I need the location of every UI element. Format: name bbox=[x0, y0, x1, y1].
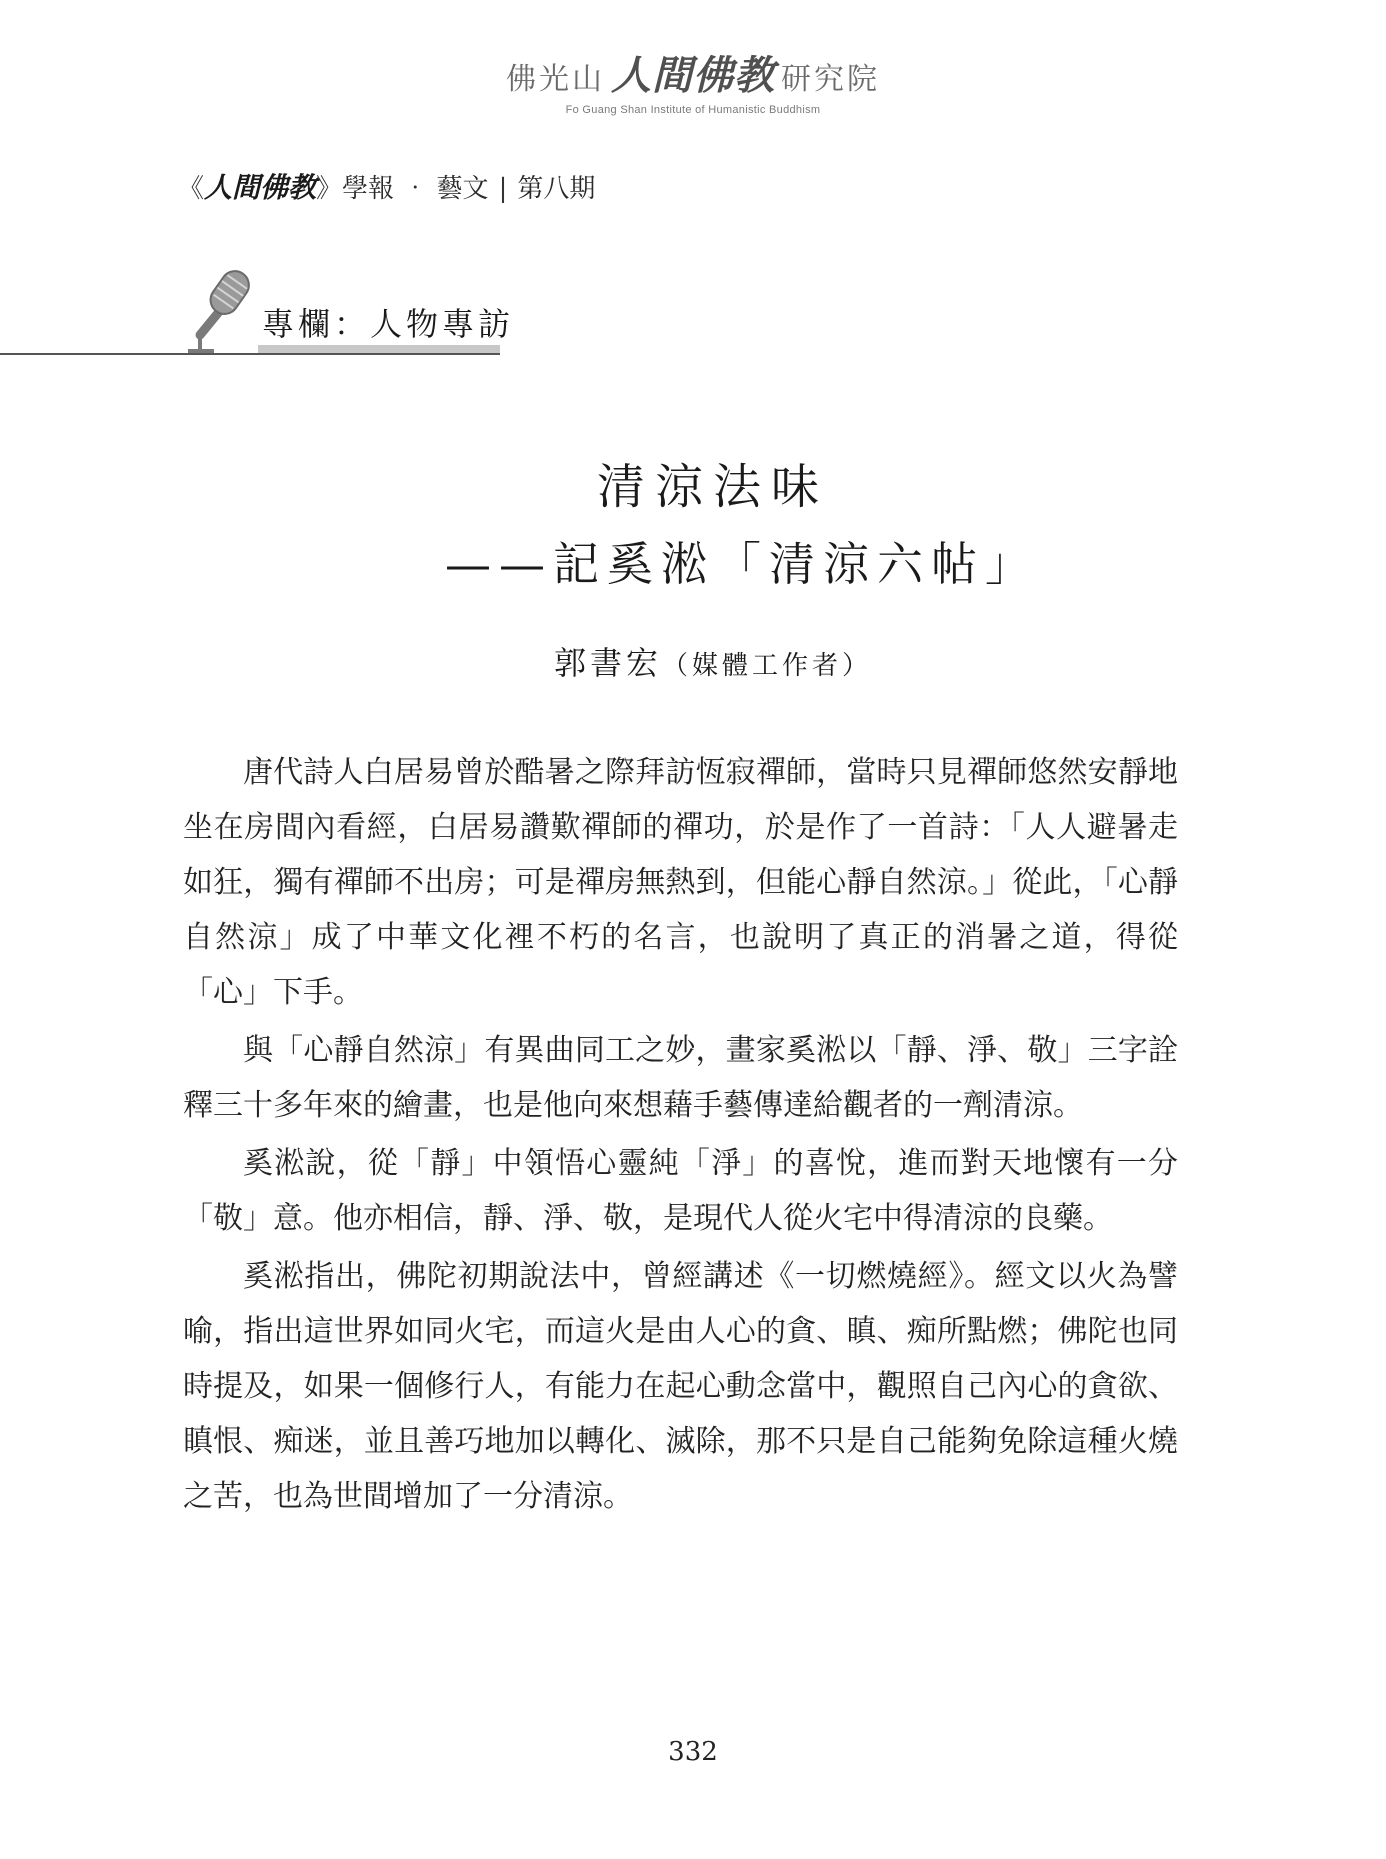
article-title: 清涼法味 bbox=[596, 459, 829, 515]
author-name: 郭書宏 bbox=[553, 644, 662, 682]
journal-open-bracket: 《 bbox=[178, 174, 205, 204]
journal-running-head bbox=[178, 166, 595, 206]
journal-issue: 第八期 bbox=[517, 174, 596, 204]
institute-header bbox=[0, 52, 1386, 116]
journal-section: 》學報 ‧ 藝文 bbox=[316, 174, 489, 204]
journal-separator: | bbox=[498, 174, 508, 204]
institute-logo: 人間佛教 bbox=[611, 52, 775, 99]
banner-shade bbox=[258, 345, 500, 353]
institute-name bbox=[0, 52, 1386, 99]
paragraph: 奚淞說，從「靜」中領悟心靈純「淨」的喜悅，進而對天地懷有一分「敬」意。他亦相信，靜、淨、敬，是現代人從火宅中得清涼的良藥。 bbox=[183, 1146, 1178, 1236]
article-author bbox=[0, 638, 1386, 684]
institute-prefix: 佛光山 bbox=[506, 62, 605, 97]
paragraph: 奚淞指出，佛陀初期說法中，曾經講述《一切燃燒經》。經文以火為譬喻，指出這世界如同火宅，而這火是由人心的貪、瞋、痴所點燃；佛陀也同時提及，如果一個修行人，有能力在起心動念當中，觀照自己內心的貪欲、瞋恨、痴迷，並且善巧地加以轉化、滅除，那不只是自己能夠免除這種火燒之苦，也為世間增加了一分清涼。 bbox=[183, 1259, 1178, 1514]
institute-english-name: Fo Guang Shan Institute of Humanistic Buddhism bbox=[565, 104, 821, 116]
article-body bbox=[183, 745, 1178, 1527]
column-banner bbox=[0, 265, 515, 357]
article-subtitle: ——記奚淞「清涼六帖」 bbox=[445, 537, 1039, 591]
page-number: 332 bbox=[668, 1737, 718, 1767]
paragraph: 與「心靜自然涼」有異曲同工之妙，畫家奚淞以「靜、淨、敬」三字詮釋三十多年來的繪畫，也是他向來想藉手藝傳達給觀者的一劑清涼。 bbox=[183, 1033, 1178, 1123]
microphone-icon bbox=[180, 265, 260, 355]
paragraph: 唐代詩人白居易曾於酷暑之際拜訪恆寂禪師，當時只見禪師悠然安靜地坐在房間內看經，白居易讚歎禪師的禪功，於是作了一首詩：「人人避暑走如狂，獨有禪師不出房；可是禪房無熱到，但能心靜自然涼。」從此，「心靜自然涼」成了中華文化裡不朽的名言，也說明了真正的消暑之道，得從「心」下手。 bbox=[183, 755, 1178, 1010]
author-affiliation: （媒體工作者） bbox=[662, 651, 873, 681]
column-label: 專欄：人物專訪 bbox=[262, 305, 515, 343]
journal-logo: 人間佛教 bbox=[204, 171, 317, 204]
institute-suffix: 研究院 bbox=[781, 62, 880, 97]
